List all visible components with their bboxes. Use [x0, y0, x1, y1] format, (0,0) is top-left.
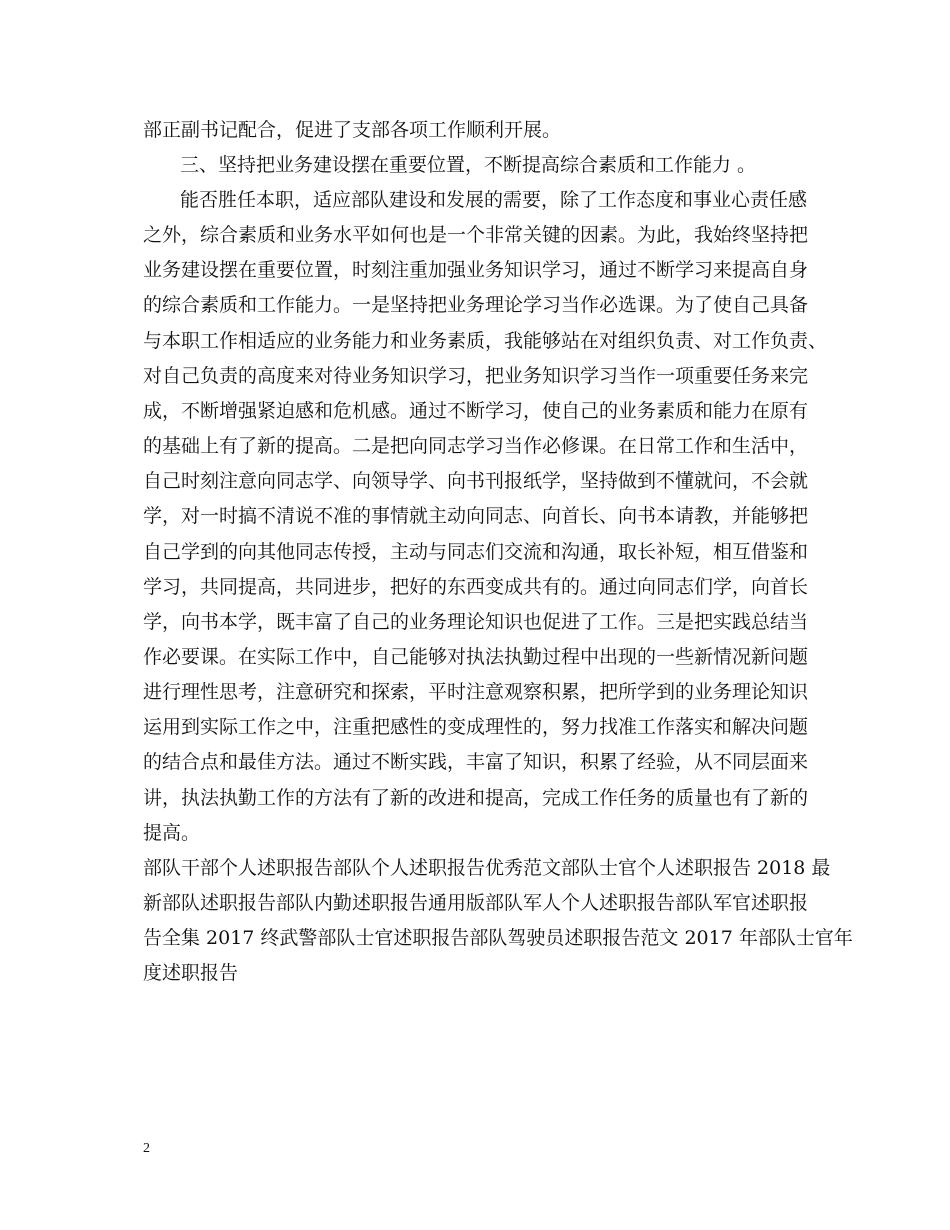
- body-line: 提高。: [143, 822, 201, 844]
- body-line: 进行理性思考，注意研究和探索，平时注意观察积累，把所学到的业务理论知识: [143, 681, 809, 703]
- body-line: 能否胜任本职，适应部队建设和发展的需要，除了工作态度和事业心责任感: [180, 189, 808, 211]
- related-line: 新部队述职报告部队内勤述职报告通用版部队军人个人述职报告部队军官述职报: [143, 892, 809, 914]
- body-line: 学习，共同提高，共同进步，把好的东西变成共有的。通过向同志们学，向首长: [143, 576, 809, 598]
- page-number: 2: [143, 1141, 150, 1156]
- body-line: 学，对一时搞不清说不准的事情就主动向同志、向首长、向书本请教，并能够把: [143, 505, 809, 527]
- body-line: 的结合点和最佳方法。通过不断实践，丰富了知识，积累了经验，从不同层面来: [143, 751, 809, 773]
- body-line: 部正副书记配合，促进了支部各项工作顺利开展。: [143, 119, 562, 141]
- related-line: 告全集 2017 终武警部队士官述职报告部队驾驶员述职报告范文 2017 年部队士官年: [143, 927, 853, 949]
- body-line: 与本职工作相适应的业务能力和业务素质，我能够站在对组织负责、对工作负责、: [143, 330, 828, 352]
- related-line: 度述职报告: [143, 962, 239, 984]
- related-line: 部队干部个人述职报告部队个人述职报告优秀范文部队士官个人述职报告 2018 最: [143, 857, 831, 879]
- body-line: 讲，执法执勤工作的方法有了新的改进和提高，完成工作任务的质量也有了新的: [143, 787, 809, 809]
- body-line: 自己时刻注意向同志学、向领导学、向书刊报纸学，坚持做到不懂就问，不会就: [143, 470, 809, 492]
- body-line: 之外，综合素质和业务水平如何也是一个非常关键的因素。为此，我始终坚持把: [143, 224, 809, 246]
- body-line: 作必要课。在实际工作中，自己能够对执法执勤过程中出现的一些新情况新问题: [143, 646, 809, 668]
- body-line: 的综合素质和工作能力。一是坚持把业务理论学习当作必选课。为了使自己具备: [143, 294, 809, 316]
- body-line: 学，向书本学，既丰富了自己的业务理论知识也促进了工作。三是把实践总结当: [143, 611, 809, 633]
- section-heading: 三、坚持把业务建设摆在重要位置，不断提高综合素质和工作能力 。: [180, 154, 757, 176]
- body-line: 成，不断增强紧迫感和危机感。通过不断学习，使自己的业务素质和能力在原有: [143, 400, 809, 422]
- body-line: 对自己负责的高度来对待业务知识学习，把业务知识学习当作一项重要任务来完: [143, 365, 809, 387]
- body-line: 运用到实际工作之中，注重把感性的变成理性的，努力找准工作落实和解决问题: [143, 716, 809, 738]
- body-line: 的基础上有了新的提高。二是把向同志学习当作必修课。在日常工作和生活中，: [143, 435, 809, 457]
- body-line: 业务建设摆在重要位置，时刻注重加强业务知识学习，通过不断学习来提高自身: [143, 259, 809, 281]
- body-line: 自己学到的向其他同志传授，主动与同志们交流和沟通，取长补短，相互借鉴和: [143, 541, 809, 563]
